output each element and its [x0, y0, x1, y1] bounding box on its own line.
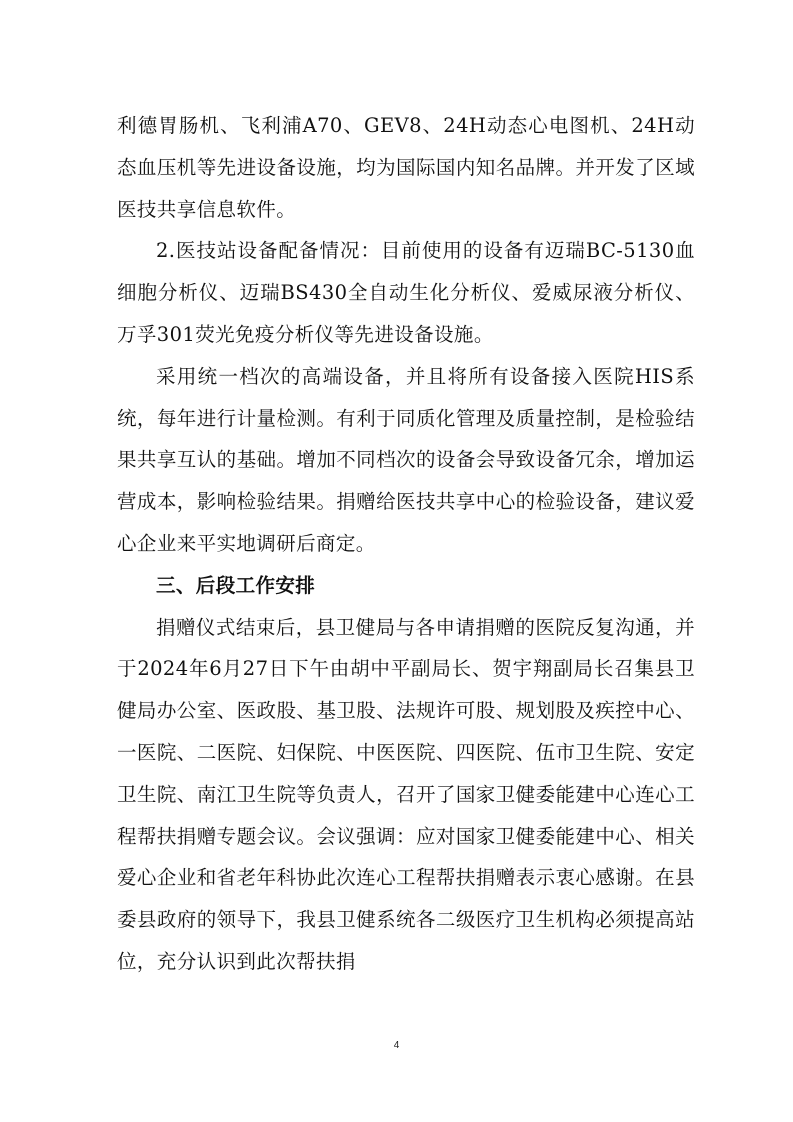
- page-number: 4: [393, 1040, 400, 1051]
- paragraph-continuation: 利德胃肠机、飞利浦A70、GEV8、24H动态心电图机、24H动态血压机等先进设备设施，均为国际国内知名品牌。并开发了区域医技共享信息软件。: [117, 114, 695, 221]
- section-heading-work-plan: 三、后段工作安排: [156, 573, 316, 597]
- document-body: [117, 105, 695, 983]
- paragraph-donation-meeting: 捐赠仪式结束后，县卫健局与各申请捐赠的医院反复沟通，并于2024年6月27日下午由胡中平副局长、贺宇翔副局长召集县卫健局办公室、医政股、基卫股、法规许可股、规划股及疾控中心、一医院、二医院、妇保院、中医医院、四医院、伍市卫生院、安定卫生院、南江卫生院等负责人，召开了国家卫健委能建中心连心工程帮扶捐赠专题会议。会议强调：应对国家卫健委能建中心、相关爱心企业和省老年科协此次连心工程帮扶捐赠表示衷心感谢。在县委县政府的领导下，我县卫健系统各二级医疗卫生机构必须提高站位，充分认识到此次帮扶捐: [117, 615, 695, 973]
- paragraph-equipment-station: 2.医技站设备配备情况：目前使用的设备有迈瑞BC-5130血细胞分析仪、迈瑞BS430全自动生化分析仪、爱威尿液分析仪、万孚301荧光免疫分析仪等先进设备设施。: [117, 239, 695, 346]
- paragraph-unified-equipment: 采用统一档次的高端设备，并且将所有设备接入医院HIS系统，每年进行计量检测。有利于同质化管理及质量控制，是检验结果共享互认的基础。增加不同档次的设备会导致设备冗余，增加运营成本，影响检验结果。捐赠给医技共享中心的检验设备，建议爱心企业来平实地调研后商定。: [117, 364, 695, 555]
